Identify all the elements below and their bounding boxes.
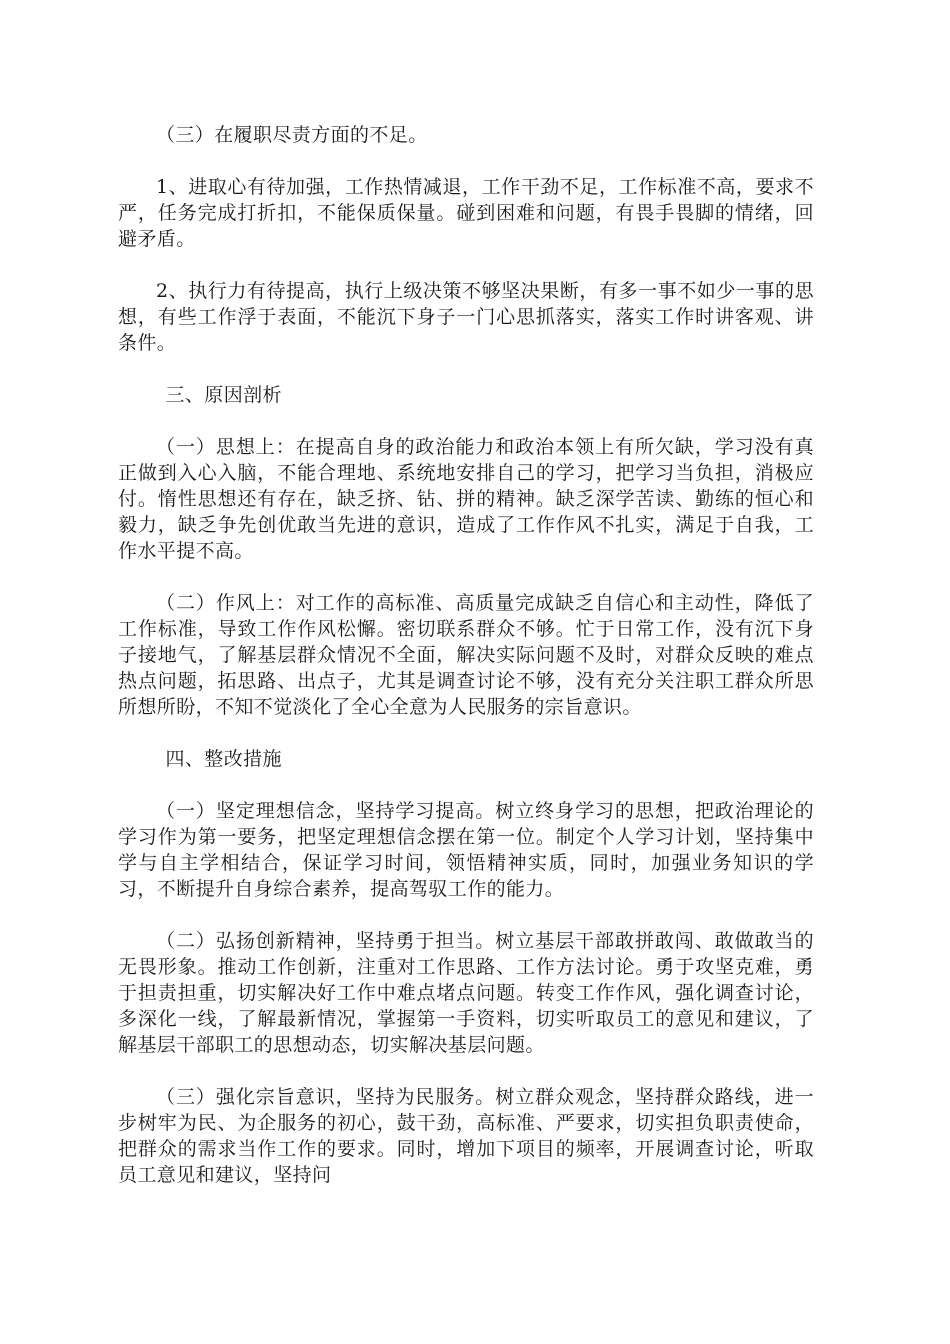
paragraph-ideology: （一）思想上：在提高自身的政治能力和政治本领上有所欠缺，学习没有真正做到入心入脑，不能合理地、系统地安排自己的学习，把学习当负担，消极应付。惰性思想还有存在，缺乏挤、钻、拼的精神。缺乏深学苦读、勤练的恒心和毅力，缺乏争先创优敢当先进的意识，造成了工作作风不扎实，满足于自我，工作水平提不高。 [118,436,814,562]
paragraph-enterprise: 1、进取心有待加强，工作热情减退，工作干劲不足，工作标准不高，要求不严，任务完成打折扣，不能保质保量。碰到困难和问题，有畏手畏脚的情绪，回避矛盾。 [118,176,814,250]
paragraph-service: （三）强化宗旨意识，坚持为民服务。树立群众观念，坚持群众路线，进一步树牢为民、为企服务的初心，鼓干劲，高标准、严要求，切实担负职责使命，把群众的需求当作工作的要求。同时，增加下项目的频率，开展调查讨论，听取员工意见和建议，坚持问 [118,1086,814,1186]
subsection-heading-duty-shortcomings: （三）在履职尽责方面的不足。 [156,124,428,146]
section-heading-rectification: 四、整改措施 [165,748,282,770]
section-heading-cause-analysis: 三、原因剖析 [165,384,282,406]
document-body [118,122,814,1214]
paragraph-ideals-and-study: （一）坚定理想信念，坚持学习提高。树立终身学习的思想，把政治理论的学习作为第一要务，把坚定理想信念摆在第一位。制定个人学习计划，坚持集中学与自主学相结合，保证学习时间，领悟精神实质，同时，加强业务知识的学习，不断提升自身综合素养，提高驾驭工作的能力。 [118,800,814,900]
paragraph-work-style: （二）作风上：对工作的高标准、高质量完成缺乏自信心和主动性，降低了工作标准，导致工作作风松懈。密切联系群众不够。忙于日常工作，没有沉下身子接地气，了解基层群众情况不全面，解决实际问题不及时，对群众反映的难点热点问题，拓思路、出点子，尤其是调查讨论不够，没有充分关注职工群众所思所想所盼，不知不觉淡化了全心全意为人民服务的宗旨意识。 [118,592,814,718]
paragraph-execution: 2、执行力有待提高，执行上级决策不够坚决果断，有多一事不如少一事的思想，有些工作浮于表面，不能沉下身子一门心思抓落实，落实工作时讲客观、讲条件。 [118,280,814,354]
paragraph-innovation: （二）弘扬创新精神，坚持勇于担当。树立基层干部敢拼敢闯、敢做敢当的无畏形象。推动工作创新，注重对工作思路、工作方法讨论。勇于攻坚克难，勇于担责担重，切实解决好工作中难点堵点问题。转变工作作风，强化调查讨论，多深化一线，了解最新情况，掌握第一手资料，切实听取员工的意见和建议，了解基层干部职工的思想动态，切实解决基层问题。 [118,930,814,1056]
